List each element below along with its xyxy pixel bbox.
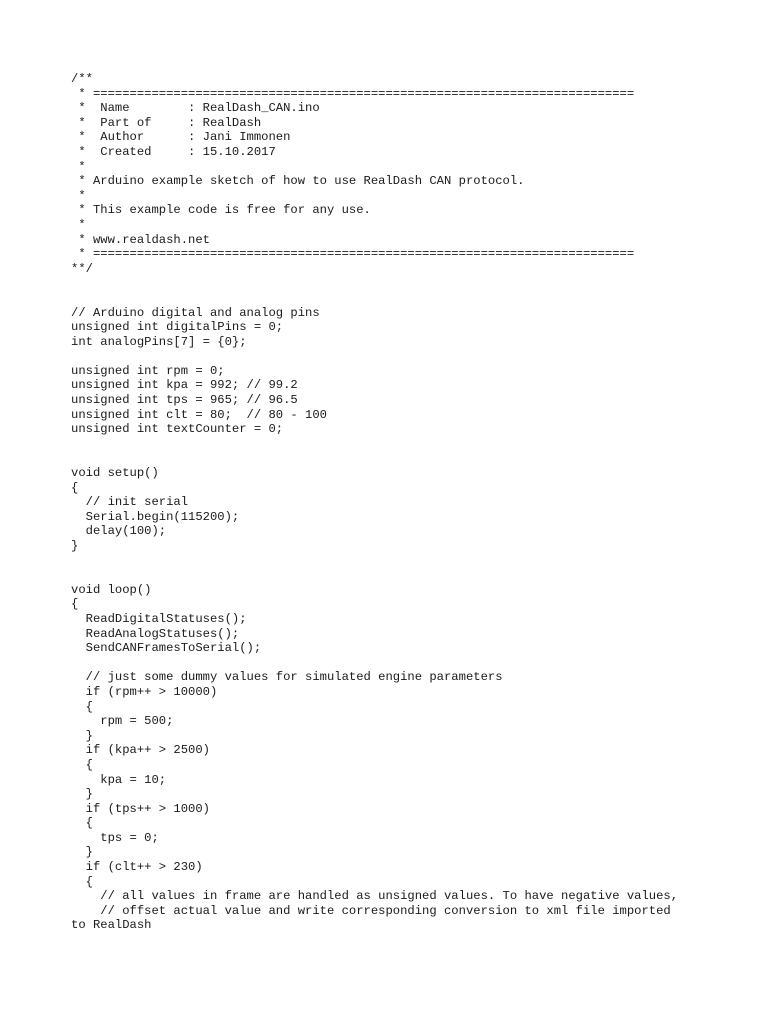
code-line: // just some dummy values for simulated engine parameters	[71, 670, 503, 685]
code-line: unsigned int tps = 965; // 96.5	[71, 393, 298, 408]
code-line: if (clt++ > 230)	[71, 860, 203, 875]
code-line: {	[71, 757, 93, 772]
code-line: * Created : 15.10.2017	[71, 144, 276, 159]
code-line: * www.realdash.net	[71, 232, 210, 247]
code-line: /**	[71, 72, 93, 86]
code-line	[71, 291, 678, 306]
code-line: ReadDigitalStatuses();	[71, 611, 247, 626]
code-line: kpa = 10;	[71, 772, 167, 787]
code-line: }	[71, 539, 79, 553]
code-line	[71, 437, 678, 452]
code-line: ReadAnalogStatuses();	[71, 626, 240, 641]
code-line: * This example code is free for any use.	[71, 203, 371, 218]
code-listing	[71, 72, 678, 933]
code-line: unsigned int textCounter = 0;	[71, 422, 284, 437]
code-line: unsigned int clt = 80; // 80 - 100	[71, 407, 327, 422]
code-line: * Name : RealDash_CAN.ino	[71, 101, 320, 116]
code-line	[71, 349, 678, 364]
code-line: if (tps++ > 1000)	[71, 801, 210, 816]
code-line: * Author : Jani Immonen	[71, 130, 291, 145]
code-line: Serial.begin(115200);	[71, 509, 240, 524]
code-line	[71, 568, 678, 583]
code-line: * ==========================================================================	[71, 247, 635, 262]
code-line: *	[71, 217, 86, 232]
code-line: if (rpm++ > 10000)	[71, 684, 218, 699]
code-line: unsigned int rpm = 0;	[71, 363, 225, 378]
code-line: SendCANFramesToSerial();	[71, 641, 262, 656]
code-line: * Part of : RealDash	[71, 115, 262, 130]
code-line: void loop()	[71, 582, 152, 597]
code-line	[71, 554, 678, 569]
code-line: // Arduino digital and analog pins	[71, 305, 320, 320]
code-line: int analogPins[7] = {0};	[71, 334, 247, 349]
code-line: }	[71, 728, 93, 743]
code-line: void setup()	[71, 466, 159, 481]
code-line: rpm = 500;	[71, 714, 174, 729]
code-line: *	[71, 188, 86, 203]
code-line: unsigned int kpa = 992; // 99.2	[71, 378, 298, 393]
code-line	[71, 451, 678, 466]
code-line: {	[71, 816, 93, 831]
code-line: * Arduino example sketch of how to use RealDash CAN protocol.	[71, 174, 525, 189]
code-line: to RealDash	[71, 918, 152, 933]
code-line: *	[71, 159, 86, 174]
code-line: delay(100);	[71, 524, 167, 539]
code-line: {	[71, 699, 93, 714]
code-line: // offset actual value and write corresponding conversion to xml file imported	[71, 903, 671, 918]
code-line: }	[71, 787, 93, 802]
code-line: {	[71, 597, 79, 612]
code-line: unsigned int digitalPins = 0;	[71, 320, 284, 335]
code-line: if (kpa++ > 2500)	[71, 743, 210, 758]
code-line: **/	[71, 261, 93, 276]
code-line: }	[71, 845, 93, 860]
code-line: {	[71, 480, 79, 495]
code-line: // init serial	[71, 495, 189, 510]
code-line: // all values in frame are handled as unsigned values. To have negative values,	[71, 889, 679, 904]
code-line: {	[71, 874, 93, 889]
code-line	[71, 656, 678, 671]
code-line: tps = 0;	[71, 830, 159, 845]
code-line	[71, 276, 678, 291]
code-line: * ==========================================================================	[71, 86, 635, 101]
